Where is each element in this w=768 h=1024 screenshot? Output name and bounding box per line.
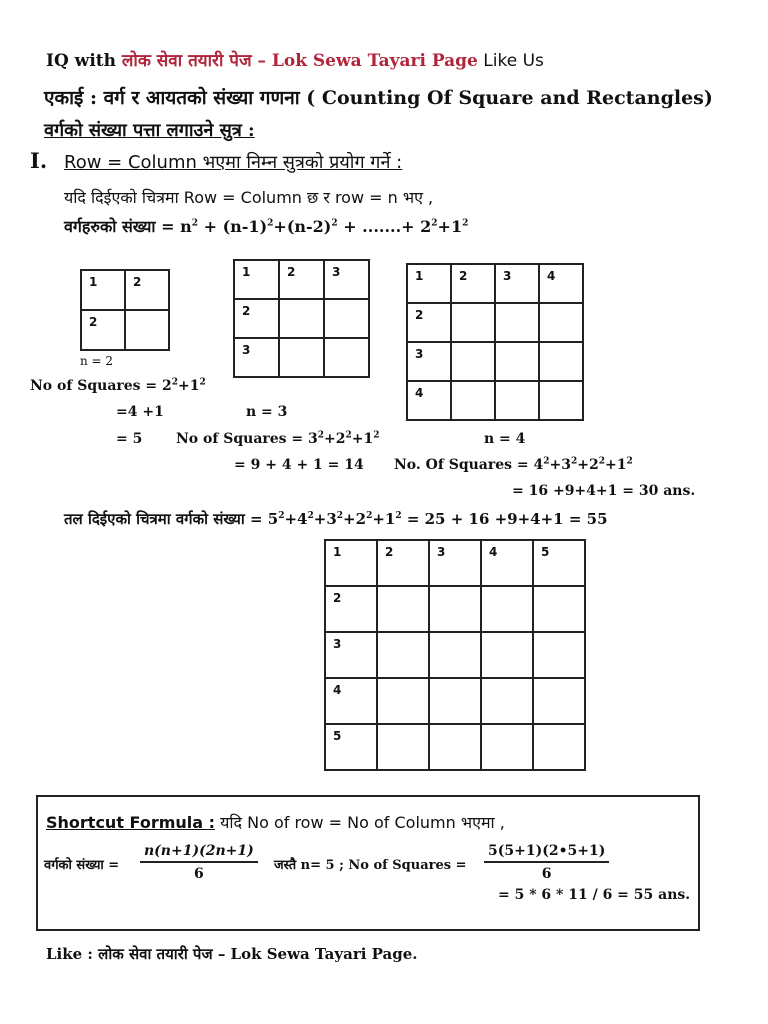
grid-cell [539,264,583,303]
grid-cell-label [378,725,428,729]
grid-cell [407,342,451,381]
header-page-name: – Lok Sewa Tayari Page [251,51,478,71]
grid-cell-label: 4 [547,269,556,283]
grid-cell [279,260,324,299]
grid-cell [81,310,125,350]
header-like-us: Like Us [477,51,544,71]
grid-cell [234,299,279,338]
grid-cell [279,299,324,338]
grid-cell-label [378,679,428,683]
grid-cell [533,586,585,632]
grid-cell [377,540,429,586]
grid-cell-label: 2 [415,308,424,322]
grid-cell-label [534,633,584,637]
grid-cell-label: 3 [332,265,341,279]
shortcut-result: = 5 * 6 * 11 / 6 = 55 ans. [498,887,691,903]
grid-cell-label: 1 [415,269,424,283]
grid-cell-label: 2 [242,304,251,318]
grid-n2 [80,269,170,351]
grid-cell [495,303,539,342]
grid-cell-label [482,679,532,683]
grid-cell-label [534,679,584,683]
general-numerator: n(n+1)(2n+1) [140,843,258,863]
grid-row [407,264,583,303]
grid-cell [377,632,429,678]
grid-cell [481,678,533,724]
general-formula: वर्गहरुको संख्या = $n^2 + (n-1)^2+(n-2)^2$ + .......+ $2^2+1^2$ [64,217,469,236]
shortcut-lhs: वर्गको संख्या = [44,858,120,873]
n5-statement: तल दिईएको चित्रमा वर्गको संख्या = $5^2+4^2+3^2+2^2+1^2 = 25 + 16 +9+4+1 = 55$ [64,510,608,528]
grid-cell [451,381,495,420]
grid-cell [533,724,585,770]
grid-cell-label [378,587,428,591]
grid-cell [533,540,585,586]
n3-label: n = 3 [246,404,288,420]
grid-row [81,310,169,350]
shortcut-heading [46,811,505,833]
grid-cell-label [430,679,480,683]
grid-cell [429,632,481,678]
grid-cell-label: 3 [503,269,512,283]
grid-cell [539,303,583,342]
grid-cell-label: 1 [89,275,98,289]
grid-cell-label: 1 [333,545,342,559]
grid-cell [324,260,369,299]
footer-nepali-page: लोक सेवा तयारी पेज [98,945,213,963]
grid-cell-label: 2 [385,545,394,559]
grid-cell-label: 5 [541,545,550,559]
grid-cell-label [430,725,480,729]
grid-cell [125,270,169,310]
unit-title: एकाई : वर्ग र आयतको संख्या गणना ( Counting Of Square and Rectangles) [44,87,713,109]
grid-cell [234,260,279,299]
general-denominator: 6 [193,866,204,882]
grid-cell [81,270,125,310]
grid-row [407,381,583,420]
grid-cell [407,381,451,420]
grid-row [325,632,585,678]
grid-cell-label: 4 [333,683,342,697]
grid-cell-label [482,725,532,729]
grid-cell [125,310,169,350]
grid-cell-label: 1 [242,265,251,279]
grid-row [325,586,585,632]
grid-cell-label [280,339,323,343]
grid-cell-label: 3 [333,637,342,651]
grid-cell-label [496,382,538,386]
grid-cell-label [325,339,368,343]
grid-cell [495,264,539,303]
n4-label: n = 4 [484,431,526,447]
shortcut-example: जस्तै n= 5 ; No of Squares = [274,858,467,873]
shortcut-box [36,795,700,931]
grid-cell [429,540,481,586]
n4-squares: No. Of Squares = $4^2+3^2+2^2+1^2$ [394,456,633,473]
n2-step: =4 +1 [116,404,164,420]
grid-cell [279,338,324,377]
grid-cell-label: 2 [133,275,142,289]
formula-heading: वर्गको संख्या पत्ता लगाउने सुत्र : [44,120,255,141]
grid-cell [325,632,377,678]
specific-numerator: 5(5+1)(2•5+1) [484,843,609,863]
grid-cell-label: 2 [333,591,342,605]
n2-result: = 5 [116,431,143,447]
grid-cell-label [126,311,168,315]
grid-cell [539,342,583,381]
grid-cell-label [482,587,532,591]
grid-n4 [406,263,584,421]
grid-cell [324,299,369,338]
grid-cell-label: 4 [489,545,498,559]
grid-cell-label [496,304,538,308]
grid-row [325,678,585,724]
grid-cell-label [534,587,584,591]
grid-cell-label [540,382,582,386]
grid-n3 [233,259,370,378]
footer-page-name: – Lok Sewa Tayari Page. [212,945,418,963]
grid-row [325,540,585,586]
grid-cell-label [540,304,582,308]
grid-cell [495,342,539,381]
grid-cell [377,724,429,770]
specific-denominator: 6 [541,866,552,882]
grid-cell-label [452,343,494,347]
grid-cell-label [280,300,323,304]
grid-cell-label: 3 [437,545,446,559]
grid-cell [234,338,279,377]
grid-cell-label [496,343,538,347]
grid-cell [481,632,533,678]
grid-row [407,303,583,342]
grid-row [234,338,369,377]
shortcut-label: Shortcut Formula : [46,813,216,832]
grid-cell-label [378,633,428,637]
general-formula-rest: + $(n-1)^2+(n-2)^2$ + .......+ $2^2+1^2$ [203,217,469,236]
grid-cell-label [430,587,480,591]
grid-cell-label: 4 [415,386,424,400]
grid-row [325,724,585,770]
n2-label: n = 2 [80,354,114,368]
grid-cell [451,342,495,381]
grid-cell-label [452,382,494,386]
header-nepali-page: लोक सेवा तयारी पेज [121,51,252,71]
grid-cell [325,540,377,586]
grid-cell [325,678,377,724]
grid-cell [481,724,533,770]
footer-prefix: Like : [46,945,99,963]
grid-cell [481,586,533,632]
grid-cell [533,632,585,678]
grid-cell [429,586,481,632]
grid-row [234,299,369,338]
grid-cell-label [452,304,494,308]
n2-squares: No of Squares = $2^2+1^2$ [30,377,206,394]
grid-cell [451,264,495,303]
grid-cell [325,586,377,632]
grid-cell [533,678,585,724]
grid-cell [324,338,369,377]
grid-cell [377,678,429,724]
grid-cell [539,381,583,420]
grid-cell-label: 3 [415,347,424,361]
grid-cell [451,303,495,342]
grid-n5 [324,539,586,771]
grid-row [234,260,369,299]
grid-cell [429,678,481,724]
section-number: I. [30,148,48,173]
grid-cell-label: 2 [459,269,468,283]
grid-cell-label [534,725,584,729]
grid-cell-label: 5 [333,729,342,743]
grid-cell-label: 3 [242,343,251,357]
grid-cell-label [540,343,582,347]
grid-row [81,270,169,310]
grid-cell [429,724,481,770]
grid-cell [377,586,429,632]
grid-cell [325,724,377,770]
grid-cell [407,264,451,303]
general-fraction [140,843,258,882]
section-title: Row = Column भएमा निम्न सुत्रको प्रयोग गर्ने : [64,152,403,173]
shortcut-condition: यदि No of row = No of Column भएमा , [215,813,505,832]
grid-cell [481,540,533,586]
grid-cell [495,381,539,420]
general-formula-lead: वर्गहरुको संख्या = n [64,217,192,236]
n3-squares: No of Squares = $3^2+2^2+1^2$ [176,430,380,447]
specific-fraction [484,843,609,882]
grid-row [407,342,583,381]
grid-cell-label [482,633,532,637]
page-header [46,48,544,71]
grid-cell-label: 2 [89,315,98,329]
header-prefix: IQ with [46,51,116,71]
grid-cell-label: 2 [287,265,296,279]
page-footer [46,944,418,964]
n4-result: = 16 +9+4+1 = 30 ans. [512,483,696,499]
grid-cell-label [430,633,480,637]
n3-result: = 9 + 4 + 1 = 14 [234,457,364,473]
grid-cell-label [325,300,368,304]
condition-line: यदि दिईएको चित्रमा Row = Column छ र row = n भए , [64,188,434,207]
grid-cell [407,303,451,342]
